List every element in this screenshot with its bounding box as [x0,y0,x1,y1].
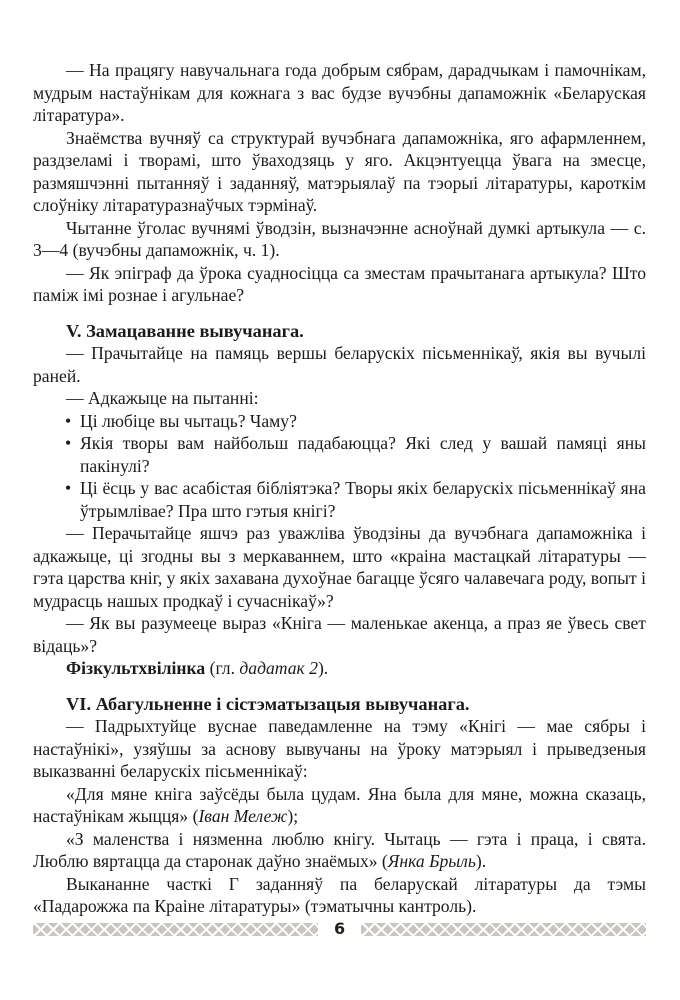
paragraph: — Перачытайце яшчэ раз уважліва ўводзіны да вучэбнага дапаможніка і адкажыце, ці згодны вы з меркаваннем, што «краіна мастацкай літаратуры — гэта царства кніг, у якіх захавана духоўнае багацце ўсяго чалавечага роду, вопыт і мудрасць нашых продкаў і сучаснікаў»? [33,523,646,611]
paragraph: «Для мяне кніга заўсёды была цудам. Яна была для мяне, можна сказаць, настаўнікам жыцця» (Іван Мележ); [33,783,646,826]
bullet-icon: • [65,410,72,431]
paragraph: Выкананне часткі Г заданняў па беларускай літаратуры да тэмы «Падарожжа па Краіне літаратуры» (тэматычны кантроль). [33,873,646,916]
bullet-icon: • [65,433,72,453]
paragraph: Фізкультхвілінка (гл. дадатак 2). [66,658,329,678]
bullet-icon: • [65,478,72,498]
bullet-item [63,432,646,477]
footer-ornament-left [33,923,318,936]
section-heading: VI. Абагульненне і сістэматызацыя вывучанага. [66,693,470,714]
bullet-text: Ці любіце вы чытаць? Чаму? [80,410,297,431]
paragraph: — Як эпіграф да ўрока суадносіцца са зместам прачытанага артыкула? Што паміж імі рознае і агульнае? [33,262,646,305]
paragraph: — Падрыхтуйце вуснае паведамленне на тэму «Кнігі — мае сябры і настаўнікі», узяўшы за аснову вывучаны на ўроку матэрыял і прыведзеныя выказванні беларускіх пісьменнікаў: [33,716,646,781]
section-heading: V. Замацаванне вывучанага. [66,320,304,341]
footer-ornament-right [361,923,646,936]
paragraph: Знаёмства вучняў са структурай вучэбнага дапаможніка, яго афармленнем, раздзеламі і творамі, што ўваходзяць у яго. Акцэнтуецца ўвага на змесце, размяшчэнні пытанняў і заданняў, матэрыялаў па тэорыі літаратуры, кароткім слоўніку літаратуразнаўчых тэрмінаў. [33,127,646,215]
paragraph: — Адкажыце на пытанні: [66,388,259,408]
bullet-item [63,410,646,433]
page-footer [33,921,646,937]
paragraph: — Прачытайце на памяць вершы беларускіх пісьменнікаў, якія вы вучылі раней. [33,343,646,386]
bullet-text: Якія творы вам найбольш падабаюцца? Які след у вашай памяці яны пакінулі? [80,433,646,476]
paragraph: «З маленства і нязменна люблю кнігу. Чытаць — гэта і праца, і свята. Люблю вяртацца да старонак даўно знаёмых» (Янка Брыль). [33,828,646,871]
bullet-item [63,477,646,522]
paragraph: — На працягу навучальнага года добрым сябрам, дарадчыкам і памочнікам, мудрым настаўнікам для кожнага з вас будзе вучэбны дапаможнік «Беларуская літаратура». [33,60,646,125]
page-content [33,59,646,918]
paragraph: — Як вы разумееце выраз «Кніга — маленькае акенца, а праз яе ўвесь свет відаць»? [33,613,646,656]
page-number: 6 [333,919,346,938]
paragraph: Чытанне ўголас вучнямі ўводзін, вызначэнне асноўнай думкі артыкула — с. 3—4 (вучэбны дапаможнік, ч. 1). [33,217,646,260]
bullet-text: Ці ёсць у вас асабістая бібліятэка? Творы якіх беларускіх пісьменнікаў яна ўтрымлівае? Пра што гэтыя кнігі? [80,478,646,521]
